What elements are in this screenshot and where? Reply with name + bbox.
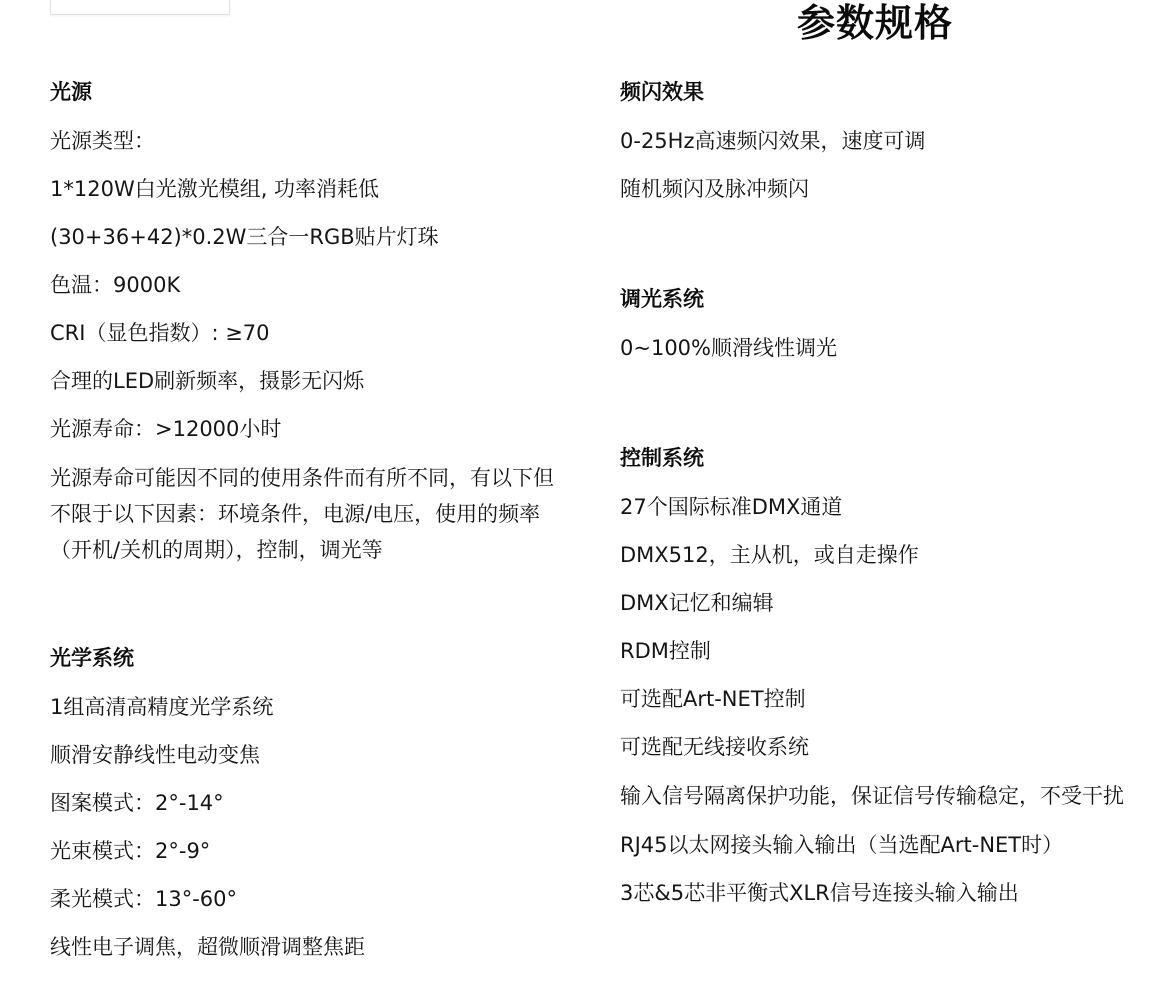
spec-item: 27个国际标准DMX通道 xyxy=(620,495,843,519)
page-title: 参数规格 xyxy=(797,1,954,45)
spec-item: 柔光模式：13°-60° xyxy=(50,887,238,911)
spec-item: 0~100%顺滑线性调光 xyxy=(620,336,837,360)
section-light-source xyxy=(50,80,570,568)
spec-item: 图案模式：2°-14° xyxy=(50,791,224,815)
spec-list xyxy=(620,124,1140,206)
section-heading: 频闪效果 xyxy=(620,80,704,104)
top-image-frame xyxy=(50,0,230,15)
spec-item: 合理的LED刷新频率，摄影无闪烁 xyxy=(50,369,365,393)
spec-list xyxy=(50,690,570,964)
section-heading: 光学系统 xyxy=(50,646,134,670)
section-control xyxy=(620,446,1140,910)
spec-item: 可选配Art-NET控制 xyxy=(620,687,806,711)
section-heading: 光源 xyxy=(50,80,92,104)
spec-item: 光源寿命：>12000小时 xyxy=(50,417,282,441)
spec-item: DMX512，主从机，或自走操作 xyxy=(620,543,919,567)
spec-item: 线性电子调焦，超微顺滑调整焦距 xyxy=(50,935,365,959)
spec-item: 光源类型： xyxy=(50,129,155,153)
spec-list xyxy=(50,124,570,568)
spec-item: 1组高清高精度光学系统 xyxy=(50,695,274,719)
spec-item: (30+36+42)*0.2W三合一RGB贴片灯珠 xyxy=(50,225,439,249)
spec-item: 0-25Hz高速频闪效果，速度可调 xyxy=(620,129,926,153)
spec-item: 可选配无线接收系统 xyxy=(620,735,809,759)
spec-item: 顺滑安静线性电动变焦 xyxy=(50,743,260,767)
spec-list xyxy=(620,490,1140,910)
spec-list xyxy=(620,331,1140,365)
spec-item: RJ45以太网接头输入输出（当选配Art-NET时） xyxy=(620,833,1064,857)
section-strobe xyxy=(620,80,1140,206)
spec-item: 输入信号隔离保护功能，保证信号传输稳定，不受干扰 xyxy=(620,784,1124,808)
spec-item: 1*120W白光激光模组, 功率消耗低 xyxy=(50,177,380,201)
spec-item: CRI（显色指数）: ≥70 xyxy=(50,321,270,345)
spec-item: 随机频闪及脉冲频闪 xyxy=(620,177,809,201)
spec-item: 色温：9000K xyxy=(50,273,181,297)
spec-item: 光源寿命可能因不同的使用条件而有所不同，有以下但不限于以下因素：环境条件，电源/电压，使用的频率（开机/关机的周期），控制，调光等 xyxy=(50,466,554,562)
spec-item: 光束模式：2°-9° xyxy=(50,839,211,863)
section-optics xyxy=(50,646,570,964)
section-heading: 控制系统 xyxy=(620,446,704,470)
section-heading: 调光系统 xyxy=(620,287,704,311)
spec-item: DMX记忆和编辑 xyxy=(620,591,774,615)
spec-item: 3芯&5芯非平衡式XLR信号连接头输入输出 xyxy=(620,881,1019,905)
section-dimming xyxy=(620,287,1140,365)
spec-item: RDM控制 xyxy=(620,639,711,663)
